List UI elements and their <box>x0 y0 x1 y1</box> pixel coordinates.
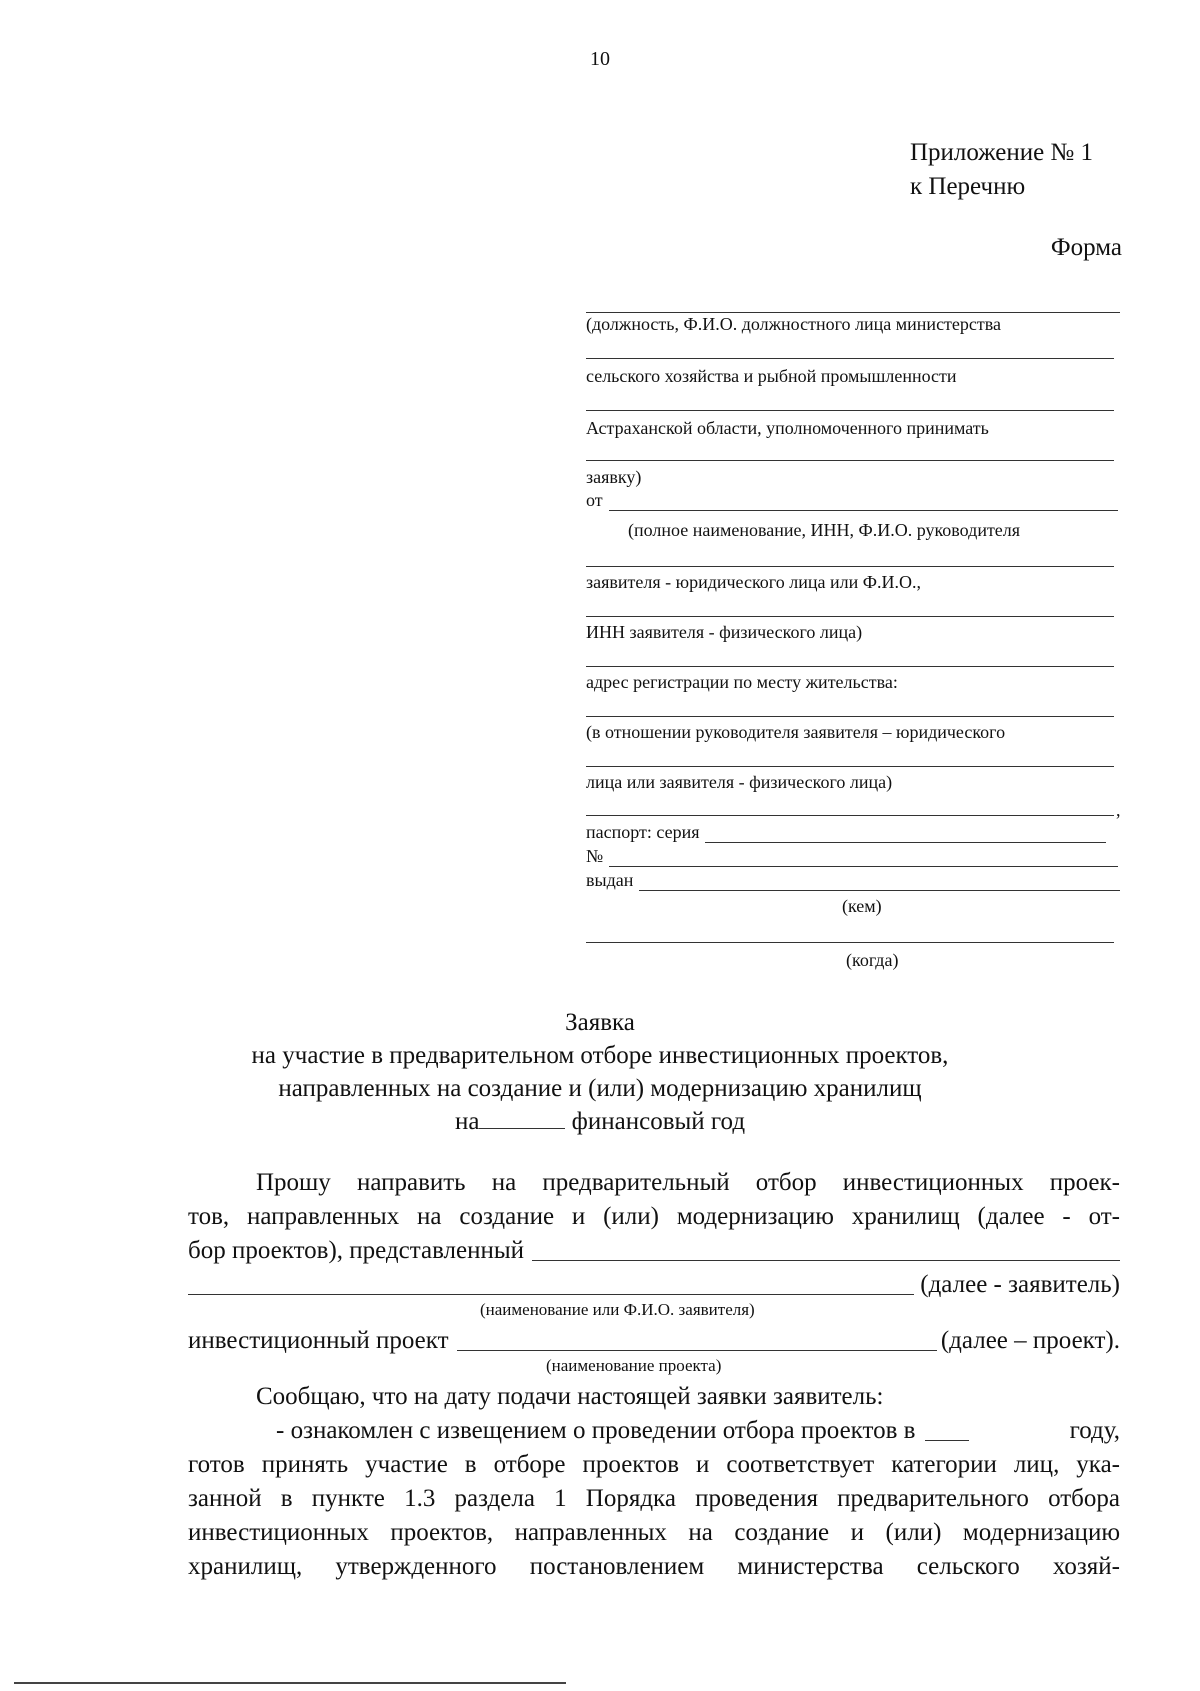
blank-line <box>586 460 1114 461</box>
presented-text: бор проектов), представленный <box>188 1237 525 1264</box>
year-word: году, <box>1069 1417 1120 1444</box>
form-label: Форма <box>1050 234 1122 261</box>
body-line-1: Прошу направить на предварительный отбор инвестиционных проек- <box>256 1169 1120 1196</box>
project-line <box>188 1324 1120 1357</box>
address-caption-3: лица или заявителя - физического лица) <box>586 772 893 792</box>
title-year-suffix: финансовый год <box>571 1108 746 1135</box>
official-caption-1: (должность, Ф.И.О. должностного лица министерства <box>586 314 1002 334</box>
passport-number-field[interactable] <box>586 846 1118 867</box>
body-line-2: тов, направленных на создание и (или) модернизацию хранилищ (далее - от- <box>188 1203 1120 1230</box>
project-prefix: инвестиционный проект <box>188 1327 449 1354</box>
body-paragraph-2: Сообщаю, что на дату подачи настоящей заявки заявитель: <box>256 1383 884 1410</box>
from-label: от <box>586 490 603 510</box>
appendix-reference: к Перечню <box>910 173 1026 200</box>
address-caption-2: (в отношении руководителя заявителя – юридического <box>586 722 1006 742</box>
familiarized-text: - ознакомлен с извещением о проведении отбора проектов в <box>276 1417 916 1444</box>
body-line-p3-4: инвестиционных проектов, направленных на создание и (или) модернизацию <box>188 1519 1120 1546</box>
passport-series-label: паспорт: серия <box>586 822 700 842</box>
issued-by-caption: (кем) <box>842 896 882 916</box>
body-line-p3-2: готов принять участие в отборе проектов и соответствует категории лиц, ука- <box>188 1451 1120 1478</box>
body-line-p3-5: хранилищ, утвержденного постановлением министерства сельского хозяй- <box>188 1553 1120 1580</box>
application-title <box>0 1006 1200 1138</box>
issued-by-label: выдан <box>586 870 634 890</box>
appendix-heading <box>910 136 1093 204</box>
issued-by-blank[interactable] <box>639 874 1120 891</box>
presented-blank[interactable] <box>532 1238 1120 1261</box>
issued-by-field[interactable] <box>586 870 1120 891</box>
title-year-prefix: на <box>454 1108 480 1135</box>
passport-number-label: № <box>586 846 604 866</box>
issued-when-caption: (когда) <box>846 950 899 970</box>
applicant-caption-3: ИНН заявителя - физического лица) <box>586 622 863 642</box>
page-number: 10 <box>590 48 610 70</box>
title-line-2: на участие в предварительном отборе инвестиционных проектов, <box>251 1042 949 1069</box>
applicant-caption: (наименование или Ф.И.О. заявителя) <box>480 1300 755 1319</box>
passport-series-field[interactable] <box>586 822 1106 843</box>
blank-line <box>586 312 1120 313</box>
passport-number-blank[interactable] <box>609 850 1118 867</box>
project-blank[interactable] <box>457 1328 937 1351</box>
appendix-number: Приложение № 1 <box>910 139 1094 166</box>
bottom-edge-line <box>14 1682 566 1684</box>
from-field[interactable] <box>586 490 1118 511</box>
official-caption-3: Астраханской области, уполномоченного принимать <box>586 418 989 438</box>
from-blank[interactable] <box>609 494 1118 511</box>
project-caption: (наименование проекта) <box>546 1356 722 1375</box>
body-line-p3-1 <box>188 1414 1120 1447</box>
passport-series-blank[interactable] <box>705 826 1106 843</box>
blank-line <box>586 766 1114 767</box>
title-word: Заявка <box>565 1009 635 1036</box>
issued-when-blank <box>586 942 1114 943</box>
blank-line <box>586 716 1114 717</box>
blank-line <box>586 666 1114 667</box>
applicant-line <box>188 1268 1120 1301</box>
line-end-comma: , <box>1116 800 1121 820</box>
official-caption-4: заявку) <box>586 467 642 487</box>
blank-line <box>586 410 1114 411</box>
address-caption-1: адрес регистрации по месту жительства: <box>586 672 898 692</box>
body-line-3 <box>188 1234 1120 1267</box>
applicant-caption-1: (полное наименование, ИНН, Ф.И.О. руководителя <box>628 520 1021 540</box>
applicant-blank[interactable] <box>188 1272 914 1295</box>
applicant-caption-2: заявителя - юридического лица или Ф.И.О., <box>586 572 921 592</box>
year-blank[interactable] <box>925 1418 969 1441</box>
project-suffix: (далее – проект). <box>940 1327 1120 1354</box>
body-line-p3-3: занной в пункте 1.3 раздела 1 Порядка проведения предварительного отбора <box>188 1485 1120 1512</box>
applicant-suffix: (далее - заявитель) <box>920 1271 1120 1298</box>
title-line-3: направленных на создание и (или) модернизацию хранилищ <box>278 1075 922 1102</box>
blank-line <box>586 566 1114 567</box>
blank-line <box>586 815 1114 816</box>
blank-line <box>586 358 1114 359</box>
title-line-4 <box>0 1105 1200 1138</box>
blank-line <box>586 616 1114 617</box>
official-caption-2: сельского хозяйства и рыбной промышленности <box>586 366 957 386</box>
title-year-blank[interactable] <box>479 1108 565 1129</box>
